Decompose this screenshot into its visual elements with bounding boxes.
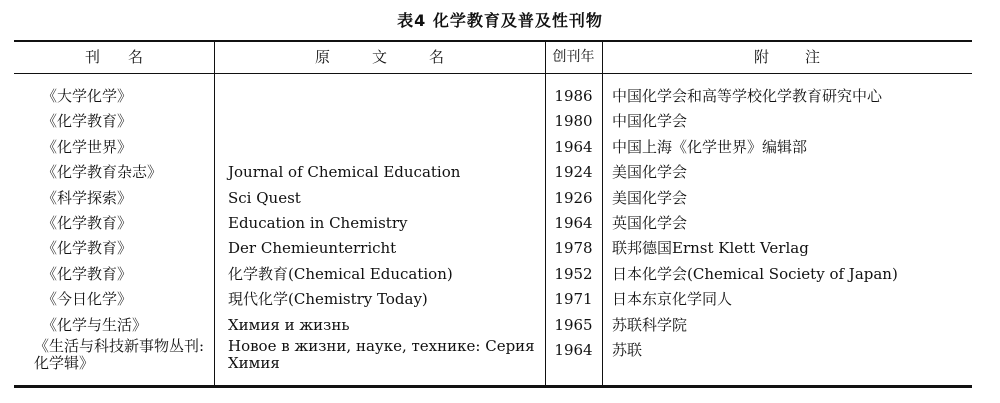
cell-notes: 美国化学会 (612, 163, 688, 182)
cell-founding-year: 1964 (554, 340, 593, 359)
cell-journal-name: 《化学教育》 (42, 112, 133, 131)
table-row (14, 186, 972, 211)
cell-notes: 美国化学会 (612, 188, 688, 207)
cell-journal-name: 《化学教育》 (42, 264, 133, 283)
cell-journal-name: 《科学探索》 (42, 188, 133, 207)
cell-founding-year: 1965 (554, 315, 593, 334)
cell-original-name: 現代化学(Chemistry Today) (228, 290, 428, 309)
cell-journal-name: 《化学教育杂志》 (42, 163, 163, 182)
header-founding-year: 创刊年 (552, 49, 595, 65)
cell-notes: 苏联 (612, 340, 643, 359)
cell-notes: 苏联科学院 (612, 315, 688, 334)
cell-journal-name: 《化学与生活》 (42, 315, 148, 334)
table-row (14, 338, 972, 380)
table-bottom-rule (14, 385, 972, 388)
table-row (14, 211, 972, 236)
cell-journal-name: 《生活与科技新事物丛刊:化学辑》 (34, 336, 205, 372)
cell-notes: 日本化学会(Chemical Society of Japan) (612, 264, 898, 283)
cell-founding-year: 1971 (554, 290, 593, 309)
table-row (14, 287, 972, 312)
cell-notes: 联邦德国Ernst Klett Verlag (612, 239, 809, 258)
cell-original-name: Химия и жизнь (228, 315, 350, 334)
table-row (14, 160, 972, 185)
cell-founding-year: 1964 (554, 137, 593, 156)
cell-journal-name: 《大学化学》 (42, 87, 133, 105)
cell-founding-year: 1964 (554, 213, 593, 232)
table-row (14, 84, 972, 109)
cell-founding-year: 1926 (554, 188, 593, 207)
cell-notes: 中国上海《化学世界》编辑部 (612, 137, 808, 156)
cell-notes: 中国化学会和高等学校化学教育研究中心 (612, 87, 883, 105)
table-row (14, 109, 972, 134)
cell-original-name: 化学教育(Chemical Education) (228, 264, 453, 283)
cell-original-name: Sci Quest (228, 188, 301, 207)
table-title: 表4 化学教育及普及性刊物 (397, 11, 603, 30)
cell-founding-year: 1924 (554, 163, 593, 182)
cell-original-name: Education in Chemistry (228, 213, 408, 232)
header-original-name: 原文名 (314, 48, 486, 66)
cell-original-name: Journal of Chemical Education (228, 163, 461, 182)
cell-notes: 日本东京化学同人 (612, 290, 733, 309)
cell-original-name: Новое в жизни, науке, технике: Серия Химия (228, 336, 535, 372)
table-header-rule (14, 73, 972, 74)
cell-founding-year: 1986 (554, 87, 593, 105)
header-journal-name: 刊名 (84, 48, 171, 66)
cell-notes: 英国化学会 (612, 213, 688, 232)
cell-notes: 中国化学会 (612, 112, 688, 131)
header-notes: 附注 (753, 48, 856, 66)
cell-original-name: Der Chemieunterricht (228, 239, 397, 258)
table-body (14, 84, 972, 380)
cell-journal-name: 《化学教育》 (42, 239, 133, 258)
table-row (14, 135, 972, 160)
cell-founding-year: 1952 (554, 264, 593, 283)
cell-founding-year: 1980 (554, 112, 593, 131)
table-row (14, 236, 972, 261)
table-row (14, 262, 972, 287)
cell-journal-name: 《化学世界》 (42, 137, 133, 156)
cell-journal-name: 《化学教育》 (42, 213, 133, 232)
cell-founding-year: 1978 (554, 239, 593, 258)
cell-journal-name: 《今日化学》 (42, 290, 133, 309)
table-row (14, 313, 972, 338)
